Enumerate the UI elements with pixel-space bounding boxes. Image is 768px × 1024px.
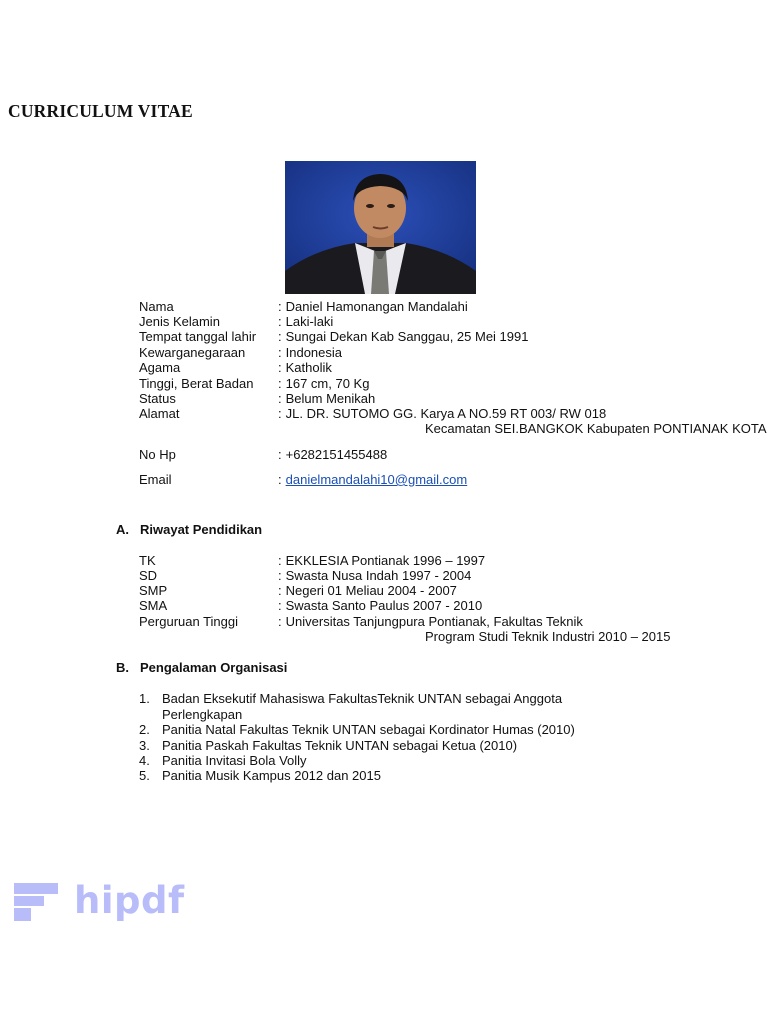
field-label: Nama [139, 299, 174, 314]
list-text: Panitia Paskah Fakultas Teknik UNTAN sebagai Ketua (2010) [162, 738, 518, 753]
list-text: Panitia Invitasi Bola Volly [162, 753, 307, 768]
profile-photo [285, 161, 476, 294]
field-value: Daniel Hamonangan Mandalahi [285, 299, 468, 314]
email-link[interactable]: danielmandalahi10@gmail.com [285, 472, 468, 487]
list-number: 3. [139, 738, 150, 753]
field-label: Kewarganegaraan [139, 345, 246, 360]
field-label: No Hp [139, 447, 176, 462]
field-label: SD [139, 568, 158, 583]
section-title: Riwayat Pendidikan [140, 522, 263, 537]
field-label: Tempat tanggal lahir [139, 329, 257, 344]
field-label: SMA [139, 598, 168, 613]
hipdf-watermark [14, 879, 204, 923]
field-value: EKKLESIA Pontianak 1996 – 1997 [285, 553, 486, 568]
section-letter: B. [116, 660, 129, 675]
field-value: Belum Menikah [285, 391, 376, 406]
field-value-continued: Program Studi Teknik Industri 2010 – 2015 [425, 629, 671, 644]
field-value: Negeri 01 Meliau 2004 - 2007 [285, 583, 457, 598]
list-text-continued: Perlengkapan [162, 707, 243, 722]
watermark-text: hipdf [74, 879, 185, 922]
list-number: 1. [139, 691, 150, 706]
list-text: Panitia Natal Fakultas Teknik UNTAN sebagai Kordinator Humas (2010) [162, 722, 575, 737]
field-label: Perguruan Tinggi [139, 614, 239, 629]
section-title: Pengalaman Organisasi [140, 660, 288, 675]
education-heading [116, 522, 262, 537]
list-text: Badan Eksekutif Mahasiswa FakultasTeknik UNTAN sebagai Anggota [162, 691, 563, 706]
field-value: +6282151455488 [285, 447, 388, 462]
field-label: Tinggi, Berat Badan [139, 376, 254, 391]
field-label: Email [139, 472, 172, 487]
field-value: Sungai Dekan Kab Sanggau, 25 Mei 1991 [285, 329, 529, 344]
field-value: Indonesia [285, 345, 343, 360]
field-value: 167 cm, 70 Kg [285, 376, 370, 391]
field-label: Jenis Kelamin [139, 314, 220, 329]
field-label: TK [139, 553, 156, 568]
organization-heading [116, 660, 287, 675]
section-letter: A. [116, 522, 129, 537]
field-value: JL. DR. SUTOMO GG. Karya A NO.59 RT 003/ RW 018 [285, 406, 607, 421]
list-number: 4. [139, 753, 150, 768]
field-label: Status [139, 391, 176, 406]
field-value: Swasta Santo Paulus 2007 - 2010 [285, 598, 483, 613]
field-value-continued: Kecamatan SEI.BANGKOK Kabupaten PONTIANAK KOTA [425, 421, 767, 436]
page-title: CURRICULUM VITAE [8, 101, 193, 121]
hipdf-logo-icon [14, 883, 58, 921]
field-label: Agama [139, 360, 181, 375]
list-text: Panitia Musik Kampus 2012 dan 2015 [162, 768, 381, 783]
field-value: Katholik [285, 360, 332, 375]
field-label: Alamat [139, 406, 180, 421]
field-label: SMP [139, 583, 168, 598]
field-value: Swasta Nusa Indah 1997 - 2004 [285, 568, 472, 583]
list-number: 5. [139, 768, 150, 783]
list-number: 2. [139, 722, 150, 737]
field-value: Universitas Tanjungpura Pontianak, Fakultas Teknik [285, 614, 583, 629]
field-value: Laki-laki [285, 314, 334, 329]
